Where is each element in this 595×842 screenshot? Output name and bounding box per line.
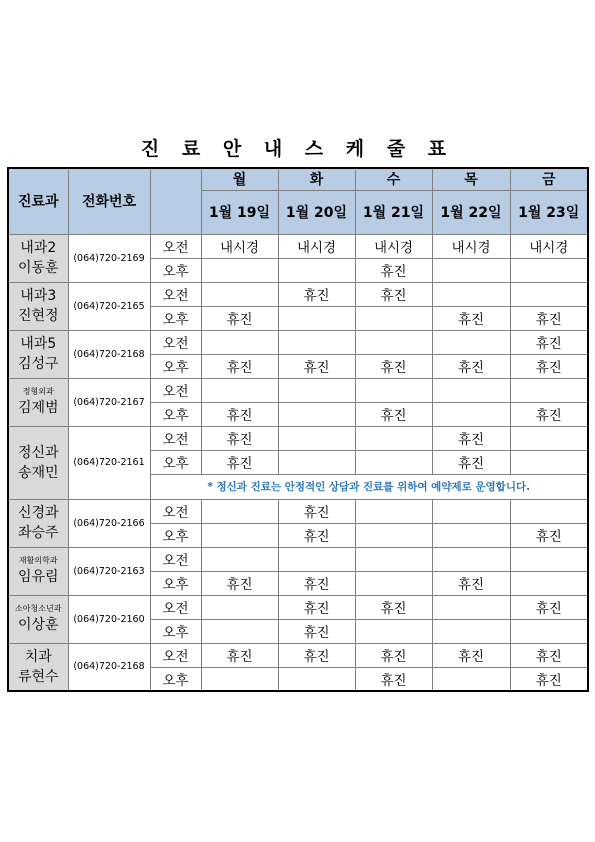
schedule-cell (432, 330, 510, 354)
period-label: 오전 (150, 282, 201, 306)
schedule-cell: 휴진 (355, 258, 432, 282)
table-row (8, 426, 588, 450)
doctor-name: 김성구 (17, 356, 59, 372)
schedule-cell: 휴진 (510, 667, 588, 691)
period-label: 오전 (150, 595, 201, 619)
period-label: 오후 (150, 258, 201, 282)
schedule-cell: 휴진 (201, 450, 278, 474)
schedule-cell: 휴진 (432, 450, 510, 474)
table-row (8, 547, 588, 571)
period-label: 오후 (150, 354, 201, 378)
schedule-cell (201, 523, 278, 547)
period-label: 오전 (150, 234, 201, 258)
phone-number: (064)720-2160 (68, 595, 150, 643)
table-row (8, 330, 588, 354)
schedule-cell (201, 499, 278, 523)
schedule-cell: 휴진 (355, 402, 432, 426)
schedule-cell (278, 306, 355, 330)
schedule-cell: 휴진 (201, 402, 278, 426)
schedule-cell (201, 258, 278, 282)
department-name: 내과2 (20, 240, 57, 256)
schedule-cell: 휴진 (510, 306, 588, 330)
schedule-cell: 휴진 (278, 595, 355, 619)
period-label: 오전 (150, 426, 201, 450)
reservation-note: * 정신과 진료는 안정적인 상담과 진료를 위하여 예약제로 운영합니다. (150, 474, 588, 499)
schedule-cell: 휴진 (355, 595, 432, 619)
department-cell (8, 547, 68, 595)
schedule-cell (355, 378, 432, 402)
department-name: 신경과 (17, 505, 59, 521)
schedule-cell (432, 547, 510, 571)
department-cell (8, 595, 68, 643)
schedule-cell: 휴진 (432, 354, 510, 378)
schedule-cell (201, 330, 278, 354)
schedule-cell: 내시경 (201, 234, 278, 258)
schedule-cell (432, 402, 510, 426)
table-row (8, 378, 588, 402)
schedule-cell: 휴진 (510, 643, 588, 667)
schedule-cell (432, 258, 510, 282)
page-title: 진 료 안 내 스 케 줄 표 (140, 138, 455, 160)
header-day: 월 (201, 168, 278, 190)
schedule-cell: 휴진 (278, 619, 355, 643)
schedule-cell: 휴진 (510, 354, 588, 378)
schedule-cell (510, 571, 588, 595)
department-name: 소아청소년과 (15, 604, 62, 613)
department-cell (8, 426, 68, 499)
department-name: 치과 (24, 648, 52, 665)
department-cell (8, 234, 68, 282)
header-date: 1월 23일 (510, 190, 588, 234)
period-label: 오전 (150, 547, 201, 571)
schedule-cell (278, 426, 355, 450)
period-label: 오후 (150, 450, 201, 474)
schedule-cell: 휴진 (201, 571, 278, 595)
phone-number: (064)720-2167 (68, 378, 150, 426)
doctor-name: 김제범 (17, 400, 59, 416)
department-cell (8, 330, 68, 378)
schedule-cell (355, 571, 432, 595)
period-label: 오전 (150, 378, 201, 402)
department-cell (8, 282, 68, 330)
schedule-cell (201, 667, 278, 691)
schedule-cell: 휴진 (510, 330, 588, 354)
department-name: 정형외과 (22, 387, 54, 396)
schedule-cell: 휴진 (355, 354, 432, 378)
schedule-cell: 휴진 (355, 282, 432, 306)
schedule-cell (432, 378, 510, 402)
schedule-cell (201, 547, 278, 571)
schedule-cell: 휴진 (278, 523, 355, 547)
schedule-cell (355, 619, 432, 643)
schedule-cell (355, 547, 432, 571)
schedule-cell: 휴진 (201, 354, 278, 378)
schedule-cell (432, 282, 510, 306)
schedule-cell (355, 450, 432, 474)
period-label: 오후 (150, 523, 201, 547)
schedule-cell (278, 450, 355, 474)
schedule-cell (432, 523, 510, 547)
schedule-cell: 내시경 (355, 234, 432, 258)
schedule-cell: 휴진 (278, 499, 355, 523)
doctor-name: 이상훈 (17, 617, 59, 633)
schedule-cell: 휴진 (201, 306, 278, 330)
header-day: 화 (278, 168, 355, 190)
schedule-cell (510, 450, 588, 474)
table-row (8, 234, 588, 258)
table-row (8, 643, 588, 667)
schedule-cell (278, 258, 355, 282)
schedule-cell (510, 547, 588, 571)
schedule-cell (355, 523, 432, 547)
header-day: 수 (355, 168, 432, 190)
phone-number: (064)720-2168 (68, 330, 150, 378)
schedule-cell: 휴진 (432, 571, 510, 595)
phone-number: (064)720-2168 (68, 643, 150, 691)
schedule-cell: 휴진 (278, 282, 355, 306)
schedule-cell: 휴진 (278, 643, 355, 667)
schedule-table (7, 167, 589, 692)
schedule-cell (510, 378, 588, 402)
department-name: 재활의학과 (18, 556, 58, 565)
schedule-cell: 내시경 (432, 234, 510, 258)
schedule-cell (432, 499, 510, 523)
period-label: 오후 (150, 571, 201, 595)
header-date: 1월 20일 (278, 190, 355, 234)
doctor-name: 류현수 (17, 668, 59, 685)
header-period (150, 168, 201, 234)
schedule-cell: 휴진 (510, 402, 588, 426)
period-label: 오후 (150, 306, 201, 330)
schedule-cell (278, 378, 355, 402)
schedule-cell (355, 499, 432, 523)
phone-number: (064)720-2161 (68, 426, 150, 499)
schedule-cell: 휴진 (432, 426, 510, 450)
period-label: 오후 (150, 667, 201, 691)
schedule-body (8, 234, 588, 691)
table-row (8, 595, 588, 619)
schedule-cell: 휴진 (510, 523, 588, 547)
schedule-cell: 휴진 (278, 354, 355, 378)
schedule-cell: 휴진 (278, 571, 355, 595)
header-date: 1월 22일 (432, 190, 510, 234)
phone-number: (064)720-2166 (68, 499, 150, 547)
doctor-name: 송재민 (17, 464, 59, 481)
period-label: 오전 (150, 330, 201, 354)
header-date: 1월 21일 (355, 190, 432, 234)
department-cell (8, 643, 68, 691)
period-label: 오후 (150, 402, 201, 426)
schedule-cell (355, 330, 432, 354)
schedule-cell: 휴진 (510, 595, 588, 619)
schedule-cell (510, 282, 588, 306)
schedule-cell (355, 426, 432, 450)
header-dept: 진료과 (8, 168, 68, 234)
schedule-cell: 내시경 (278, 234, 355, 258)
table-row (8, 499, 588, 523)
phone-number: (064)720-2163 (68, 547, 150, 595)
department-cell (8, 499, 68, 547)
schedule-cell (278, 330, 355, 354)
schedule-cell (201, 595, 278, 619)
doctor-name: 임유림 (17, 569, 59, 585)
schedule-cell (278, 547, 355, 571)
schedule-cell (201, 282, 278, 306)
schedule-cell: 휴진 (432, 643, 510, 667)
period-label: 오전 (150, 643, 201, 667)
doctor-name: 이동훈 (17, 260, 59, 276)
schedule-cell: 휴진 (355, 667, 432, 691)
schedule-cell (510, 499, 588, 523)
schedule-cell (432, 619, 510, 643)
schedule-cell (201, 619, 278, 643)
period-label: 오전 (150, 499, 201, 523)
period-label: 오후 (150, 619, 201, 643)
schedule-cell (510, 258, 588, 282)
doctor-name: 좌승주 (17, 525, 59, 541)
schedule-cell (432, 667, 510, 691)
header-phone: 전화번호 (68, 168, 150, 234)
schedule-cell (278, 667, 355, 691)
schedule-cell (432, 595, 510, 619)
department-cell (8, 378, 68, 426)
schedule-cell (510, 426, 588, 450)
schedule-cell (510, 619, 588, 643)
phone-number: (064)720-2165 (68, 282, 150, 330)
department-name: 내과3 (20, 288, 57, 304)
schedule-cell: 휴진 (201, 426, 278, 450)
schedule-cell (278, 402, 355, 426)
doctor-name: 진현정 (17, 308, 59, 324)
schedule-cell: 내시경 (510, 234, 588, 258)
header-day: 금 (510, 168, 588, 190)
department-name: 정신과 (17, 444, 59, 461)
schedule-cell: 휴진 (201, 643, 278, 667)
table-row (8, 282, 588, 306)
header-date: 1월 19일 (201, 190, 278, 234)
schedule-cell: 휴진 (355, 643, 432, 667)
department-name: 내과5 (20, 336, 57, 352)
header-day: 목 (432, 168, 510, 190)
phone-number: (064)720-2169 (68, 234, 150, 282)
schedule-cell (355, 306, 432, 330)
schedule-cell: 휴진 (432, 306, 510, 330)
schedule-cell (201, 378, 278, 402)
